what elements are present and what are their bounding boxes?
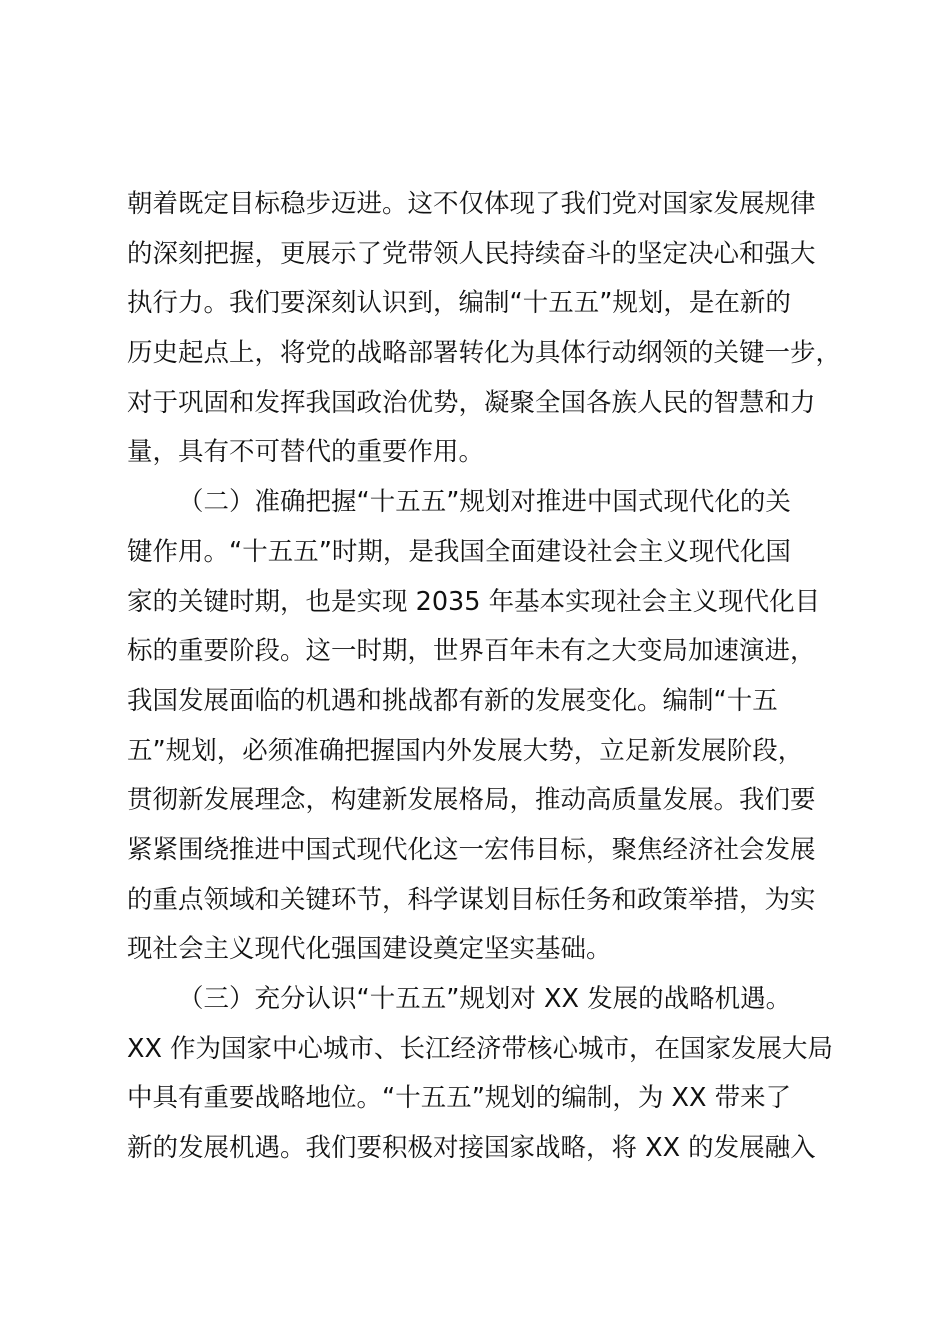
text-line: 对于巩固和发挥我国政治优势，凝聚全国各族人民的智慧和力 (127, 387, 816, 418)
text-line: 家的关键时期，也是实现 2035 年基本实现社会主义现代化目 (127, 586, 821, 617)
text-line: 键作用。“十五五”时期，是我国全面建设社会主义现代化国 (127, 536, 791, 567)
text-line: 我国发展面临的机遇和挑战都有新的发展变化。编制“十五 (127, 685, 778, 716)
text-line: 中具有重要战略地位。“十五五”规划的编制，为 XX 带来了 (127, 1083, 792, 1114)
text-line: 量，具有不可替代的重要作用。 (127, 437, 485, 468)
text-line: 紧紧围绕推进中国式现代化这一宏伟目标，聚焦经济社会发展 (127, 834, 816, 865)
text-line: 朝着既定目标稳步迈进。这不仅体现了我们党对国家发展规律 (127, 189, 816, 219)
section-heading-2: （二）准确把握“十五五”规划对推进中国式现代化的关 (178, 487, 791, 518)
text-line: 新的发展机遇。我们要积极对接国家战略，将 XX 的发展融入 (127, 1133, 816, 1164)
text-line: XX 作为国家中心城市、长江经济带核心城市，在国家发展大局 (127, 1033, 834, 1064)
text-line: 五”规划，必须准确把握国内外发展大势，立足新发展阶段， (127, 735, 804, 766)
document-body (127, 180, 857, 1174)
text-line: 的重点领域和关键环节，科学谋划目标任务和政策举措，为实 (127, 884, 816, 915)
section-heading-3: （三）充分认识“十五五”规划对 XX 发展的战略机遇。 (178, 984, 792, 1014)
text-line: 现社会主义现代化强国建设奠定坚实基础。 (127, 934, 612, 965)
text-line: 标的重要阶段。这一时期，世界百年未有之大变局加速演进， (127, 636, 816, 667)
text-line: 贯彻新发展理念，构建新发展格局，推动高质量发展。我们要 (127, 785, 816, 816)
text-line: 历史起点上，将党的战略部署转化为具体行动纲领的关键一步， (127, 338, 842, 369)
text-line: 的深刻把握，更展示了党带领人民持续奋斗的坚定决心和强大 (127, 238, 816, 269)
text-line: 执行力。我们要深刻认识到，编制“十五五”规划，是在新的 (127, 288, 791, 319)
